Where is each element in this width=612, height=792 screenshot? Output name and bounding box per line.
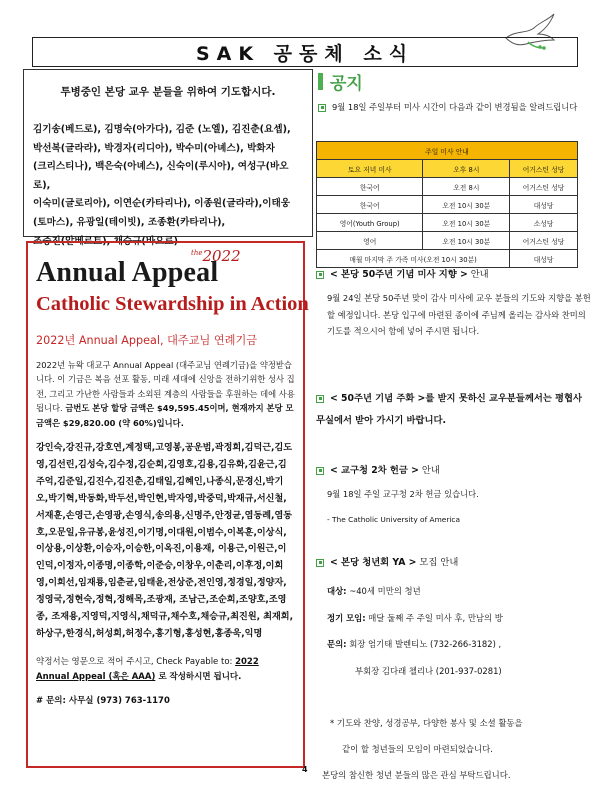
table-row bbox=[317, 250, 578, 268]
section-title: < 본당 청년회 YA > bbox=[330, 557, 417, 568]
second-collection-note: - The Catholic University of America bbox=[327, 515, 461, 524]
square-bullet-icon bbox=[316, 271, 324, 279]
table-cell: 토요 저녁 미사 bbox=[317, 160, 423, 178]
table-cell: 어거스틴 성당 bbox=[510, 232, 578, 250]
prayer-name-line: 박선복(글라라), 박경자(리디아), 박수미(아녜스), 박화자 bbox=[33, 142, 275, 154]
appeal-contact: # 문의: 사무실 (973) 763-1170 bbox=[36, 695, 170, 706]
appeal-subtitle: Catholic Stewardship in Action bbox=[36, 293, 309, 315]
appeal-description bbox=[36, 358, 295, 430]
table-cell: 소성당 bbox=[510, 214, 578, 232]
table-row bbox=[317, 214, 578, 232]
youth-contact-value: 회장 엄기태 발렌티노 (732-266-3182) , bbox=[346, 639, 502, 649]
annual-appeal-box bbox=[26, 241, 309, 768]
table-row bbox=[317, 178, 578, 196]
page-number: 4 bbox=[302, 765, 308, 774]
square-bullet-icon bbox=[316, 559, 324, 567]
appeal-year-prefix: the bbox=[191, 249, 203, 257]
prayer-name-line: 김기송(베드로), 김명숙(아가다), 김준 (노엘), 김진춘(요셉), bbox=[33, 124, 291, 135]
table-cell: 오후 8시 bbox=[423, 160, 510, 178]
youth-group-note bbox=[322, 710, 597, 788]
youth-meeting-label: 정기 모임: bbox=[327, 612, 366, 623]
youth-group-details bbox=[327, 578, 597, 684]
youth-meeting-line bbox=[327, 605, 597, 632]
prayer-name-line: (크리스티나), 백은숙(아녜스), 신숙이(루시아), 여성구(바오로), bbox=[33, 161, 289, 191]
donor-list: 강인숙,강진규,강호연,계정택,고영봉,공운범,곽정희,김덕근,김도영,김선린,김성숙,김수정,김순희,김영호,김용,김유화,김윤근,김주억,김준일,김진수,김진춘,김태일,김혜인,나종식,문경신,박기오,박기혁,박동화,박두선,박인현,박자영,박중덕,박재규,서신철,서재훈,손영근,손영광,손영식,송의용,신명주,안정균,염동례,염동호,오문일,유규봉,윤성진,이기명,이대원,이범수,이복훈,이상식,이상용,이상환,이승자,이승한,이옥진,이용재, 이용근,이원근,이인덕,이정자,이종명,이종학,이준승,이창우,이춘리,이후정,이희영,이희선,임재룡,임춘균,임태윤,전상준,전인영,정경일,정양자,정영국,정현숙,정혁,정해목,조광재, 조남근,조순희,조양호,조영종, 조재용,지영덕,지영식,채덕규,채수호,채승규,최진원, 최재희,하상구,한경식,허성희,허정수,홍기형,홍성현,홍종욱,익명 bbox=[36, 443, 294, 639]
pledge-instructions bbox=[36, 655, 295, 685]
youth-meeting-value: 매달 둘째 주 주일 미사 후, 만남의 방 bbox=[365, 612, 503, 623]
mass-time-intro bbox=[318, 99, 588, 116]
prayer-name-list bbox=[33, 121, 303, 251]
table-cell: 한국어 bbox=[317, 196, 423, 214]
section-suffix: 모집 안내 bbox=[416, 557, 459, 568]
appeal-title: Annual Appeal bbox=[36, 257, 219, 288]
prayer-name-line: 조중진(알베르토), 채승규(바오로) bbox=[33, 235, 179, 247]
table-cell: 어거스틴 성당 bbox=[510, 178, 578, 196]
section-suffix: 안내 bbox=[467, 269, 489, 280]
table-cell: 오전 8시 bbox=[423, 178, 510, 196]
prayer-request-box bbox=[23, 69, 313, 247]
appeal-description-text: 2022년 뉴왁 대교구 Annual Appeal (대주교님 연례기금)을 약정받습니다. 이 기금은 복음 선포 활동, 미래 세대에 신앙을 전하기위한 성사 집전, 그리고 가난한 사람들과 소외된 계층의 사람들을 후원하는 데에 사용됩니다. bbox=[36, 360, 295, 414]
coin-notice-text: < 50주년 기념 주화 >를 받지 못하신 교우분들께서는 평협사무실에서 받아 가시기 바랍니다. bbox=[316, 393, 582, 426]
appeal-year-number: 2022 bbox=[202, 247, 241, 265]
appeal-heading: 2022년 Annual Appeal, 대주교님 연례기금 bbox=[36, 334, 258, 347]
youth-note-line: 같이 할 청년들의 모임이 마련되었습니다. bbox=[342, 744, 493, 754]
pledge-payee: 2022 Annual Appeal (혹은 AAA) bbox=[36, 656, 259, 682]
second-collection-body: 9월 18일 주일 교구청 2차 헌금 있습니다. bbox=[327, 489, 479, 499]
table-cell: 영어(Youth Group) bbox=[317, 214, 423, 232]
section-title: < 교구청 2차 헌금 > bbox=[330, 465, 419, 476]
youth-target-line bbox=[327, 578, 597, 605]
section-suffix: 안내 bbox=[418, 465, 440, 476]
table-row bbox=[317, 160, 578, 178]
prayer-name-line: (토마스), 유광일(테이빗), 조종환(카타리나), bbox=[33, 216, 226, 228]
mass-schedule-table bbox=[316, 141, 578, 268]
prayer-name-line: 이숙미(글로리아), 이연순(카타리나), 이종원(글라라),이태웅 bbox=[33, 198, 291, 210]
mass-intro-text: 9월 18일 주일부터 미사 시간이 다음과 같이 변경됨을 알려드립니다 bbox=[332, 102, 578, 112]
table-row bbox=[317, 232, 578, 250]
youth-contact-line bbox=[327, 631, 597, 658]
anniversary-mass-body: 9월 24일 본당 50주년 맞이 감사 미사에 교우 분들의 기도와 지향을 봉헌할 예정입니다. 본당 입구에 마련된 종이에 주님께 올리는 감사와 찬미의 기도를 적으시어 함에 넣어 주시면 됩니다. bbox=[327, 293, 591, 336]
youth-contact-line-2: 부회장 김다래 첼리나 (201-937-0281) bbox=[355, 665, 502, 676]
youth-note-line: * 기도와 찬양, 성경공부, 다양한 봉사 및 소셜 활동을 bbox=[330, 718, 523, 728]
youth-group-heading bbox=[316, 554, 458, 568]
notice-title: 공지 bbox=[330, 74, 363, 94]
table-cell: 대성당 bbox=[510, 196, 578, 214]
table-cell: 오전 10시 30분 bbox=[423, 214, 510, 232]
pledge-text: 약정서는 영문으로 적어 주시고, Check Payable to: bbox=[36, 656, 236, 667]
mass-table-header: 주일 미사 안내 bbox=[317, 142, 578, 160]
table-cell: 어거스틴 성당 bbox=[510, 160, 578, 178]
table-cell: 오전 10시 30분 bbox=[423, 232, 510, 250]
pledge-end: 로 작성하시면 됩니다. bbox=[155, 671, 242, 682]
youth-note-line: 본당의 참신한 청년 분들의 많은 관심 부탁드립니다. bbox=[322, 770, 511, 780]
appeal-goal-text: 금번도 본당 할당 금액은 $49,595.45이며, 현재까지 본당 모금액은 $29,820.00 (약 60%)입니다. bbox=[36, 403, 294, 428]
newsletter-title-box bbox=[32, 37, 578, 67]
table-cell: 매월 마지막 주 가족 미사(오전 10시 30분) bbox=[317, 250, 510, 268]
square-bullet-icon bbox=[316, 467, 324, 475]
youth-contact-label: 문의: bbox=[327, 639, 347, 649]
youth-target-value: ~40세 미만의 청년 bbox=[346, 586, 421, 596]
anniversary-mass-heading bbox=[316, 266, 489, 280]
section-title: < 본당 50주년 기념 미사 지향 > bbox=[330, 269, 468, 280]
prayer-heading: 투병중인 본당 교우 분들을 위하여 기도합시다. bbox=[60, 86, 276, 98]
table-cell: 대성당 bbox=[510, 250, 578, 268]
youth-target-label: 대상: bbox=[327, 586, 347, 596]
table-cell: 한국어 bbox=[317, 178, 423, 196]
second-collection-heading bbox=[316, 462, 440, 476]
table-cell: 영어 bbox=[317, 232, 423, 250]
square-bullet-icon bbox=[318, 104, 326, 112]
table-cell: 오전 10시 30분 bbox=[423, 196, 510, 214]
commemorative-coin-notice bbox=[316, 388, 586, 432]
table-row bbox=[317, 196, 578, 214]
notice-accent-bar bbox=[318, 73, 323, 90]
newsletter-title: SAK 공동체 소식 bbox=[195, 42, 415, 65]
appeal-year bbox=[191, 247, 241, 265]
square-bullet-icon bbox=[316, 395, 324, 403]
